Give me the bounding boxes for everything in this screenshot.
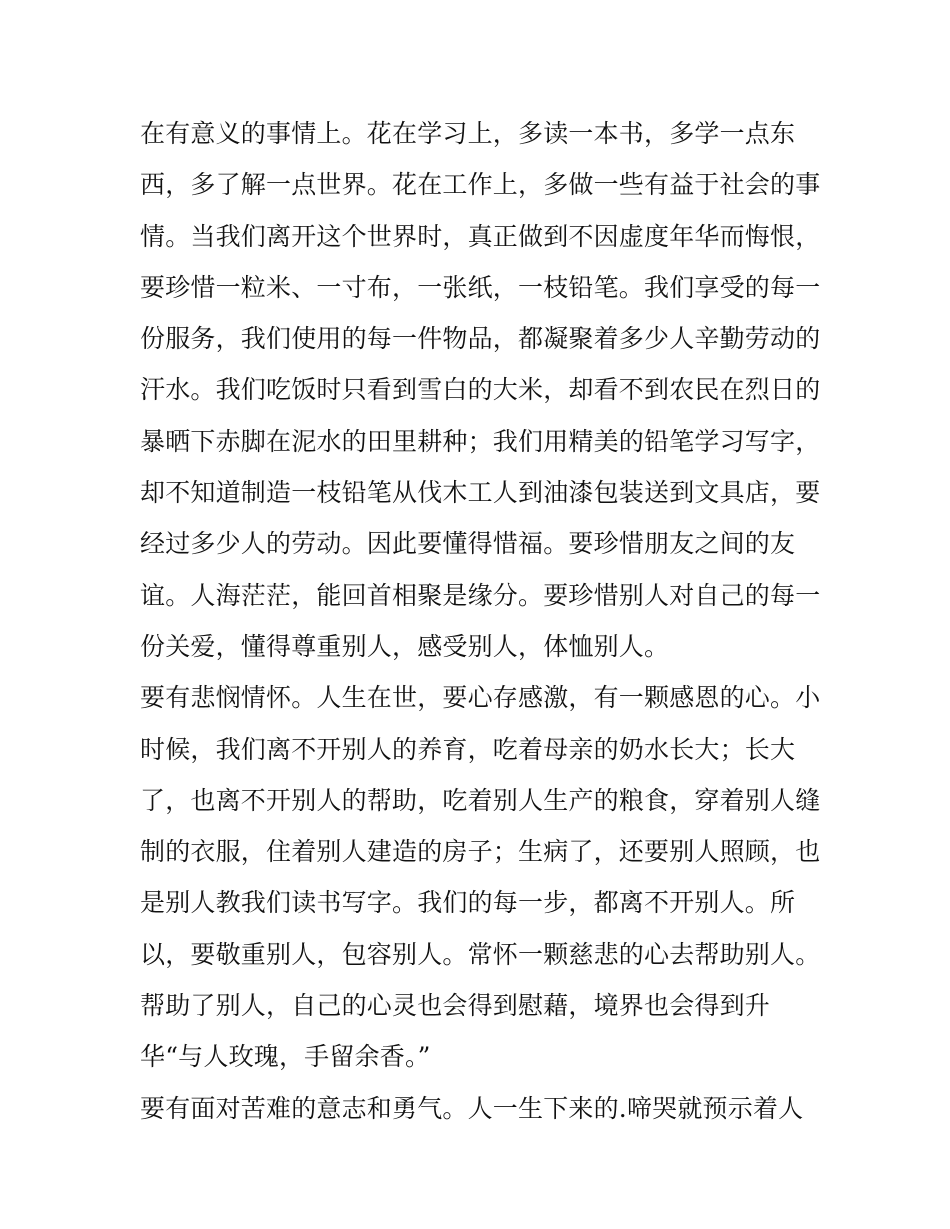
text-line: 帮助了别人，自己的心灵也会得到慰藉，境界也会得到升 [140, 991, 771, 1021]
document-body-text [140, 108, 821, 1134]
text-line: 谊。人海茫茫，能回首相聚是缘分。要珍惜别人对自己的每一 [140, 580, 821, 610]
text-line: 要有悲悯情怀。人生在世，要心存感激，有一颗感恩的心。小 [140, 683, 821, 713]
text-line: 要珍惜一粒米、一寸布，一张纸，一枝铅笔。我们享受的每一 [140, 272, 821, 302]
text-line: 时候，我们离不开别人的养育，吃着母亲的奶水长大；长大 [140, 734, 796, 764]
text-line: 华“与人玫瑰，手留余香。” [140, 1042, 431, 1072]
text-line: 却不知道制造一枝铅笔从伐木工人到油漆包装送到文具店，要 [140, 478, 821, 508]
text-line: 以，要敬重别人，包容别人。常怀一颗慈悲的心去帮助别人。 [140, 939, 821, 969]
text-line: 在有意义的事情上。花在学习上，多读一本书，多学一点东 [140, 119, 796, 148]
text-line: 汗水。我们吃饭时只看到雪白的大米，却看不到农民在烈日的 [140, 375, 821, 405]
text-line: 制的衣服，住着别人建造的房子；生病了，还要别人照顾，也 [140, 837, 821, 867]
text-line: 是别人教我们读书写字。我们的每一步，都离不开别人。所 [140, 888, 796, 918]
text-line: 经过多少人的劳动。因此要懂得惜福。要珍惜朋友之间的友 [140, 529, 796, 559]
text-line: 份关爱，懂得尊重别人，感受别人，体恤别人。 [140, 631, 670, 661]
text-line: 了，也离不开别人的帮助，吃着别人生产的粮食，穿着别人缝 [140, 785, 821, 815]
text-line: 暴晒下赤脚在泥水的田里耕种；我们用精美的铅笔学习写字， [140, 426, 821, 456]
text-line: 西，多了解一点世界。花在工作上，多做一些有益于社会的事 [140, 170, 821, 200]
text-line: 要有面对苦难的意志和勇气。人一生下来的.啼哭就预示着人 [140, 1093, 804, 1123]
text-line: 份服务，我们使用的每一件物品，都凝聚着多少人辛勤劳动的 [140, 324, 821, 354]
text-line: 情。当我们离开这个世界时，真正做到不因虚度年华而悔恨， [140, 221, 821, 251]
